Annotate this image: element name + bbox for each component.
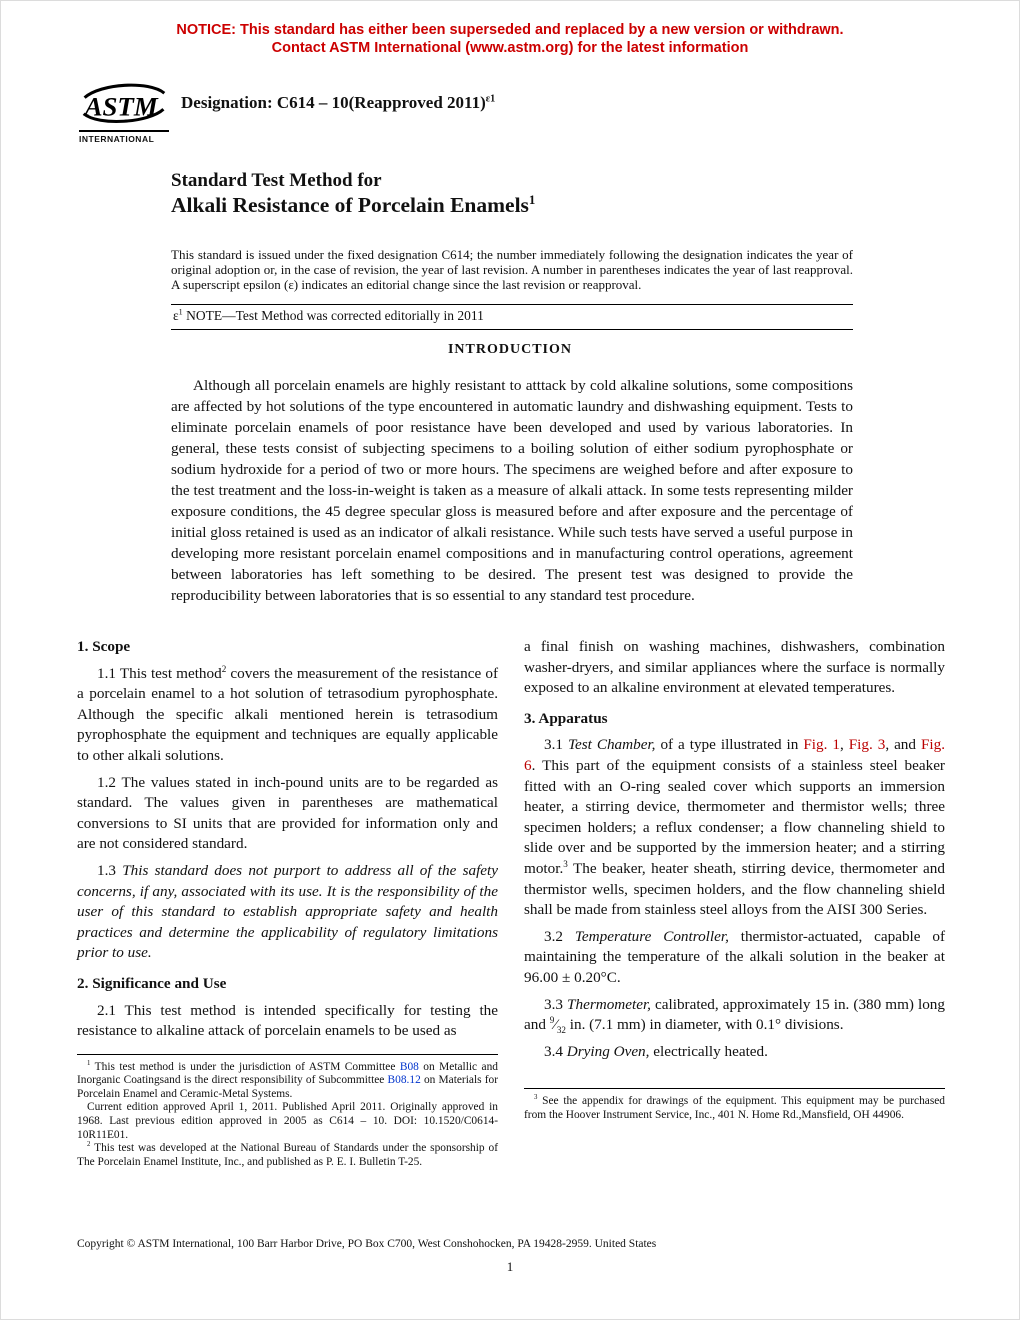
- footnote-1-continued: Current edition approved April 1, 2011. Published April 2011. Originally approved in 1968. Last previous edition approved in 2005 as C614 – 10. DOI: 10.1520/C0614-10R11E01.: [77, 1101, 498, 1141]
- section-3-heading: 3. Apparatus: [524, 709, 608, 727]
- introduction-paragraph: Although all porcelain enamels are highly resistant to atttack by cold alkaline solutions, some compositions are affected by hot solutions of the type encountered in automatic laundry and dishwashing equipment. Tests to eliminate porcelain enamels of poor resistance have been developed and used by various laboratories. In general, these tests consist of subjecting specimens to a boiling solution of either sodium pyrophosphate or sodium hydroxide for a period of two or more hours. The specimens are weighed before and after exposure to the test treatment and the loss-in-weight is taken as a measure of alkali attack. In some tests representing milder exposure conditions, the 45 degree specular gloss is measured before and after exposure and the percentage of initial gloss retained is used as an indicator of alkali resistance. While such tests have served a useful purpose in developing more resistant porcelain enamel compositions and in manufacturing control operations, agreement between laboratories has left something to be desired. The present test was designed to provide the reproducibility between laboratories that is so essential to any standard test procedure.: [171, 377, 853, 604]
- paragraph-2-1: 2.1 This test method is intended specifically for testing the resistance to alkaline attack of porcelain enamels to be used as: [77, 1001, 498, 1040]
- text-segment: 9: [549, 1015, 555, 1026]
- text-segment: ε1: [485, 93, 496, 105]
- text-segment: 3.4: [544, 1042, 567, 1060]
- inline-link[interactable]: B08: [399, 1060, 419, 1073]
- text-segment: 32: [556, 1025, 566, 1036]
- text-segment: in. (7.1 mm) in diameter, with 0.1° divisions.: [565, 1016, 844, 1034]
- text-segment: 2: [87, 1141, 91, 1149]
- text-segment: See the appendix for drawings of the equipment. This equipment may be purchased from the Hoover Instrument Service, Inc., 401 N. Home Rd.,Mansfield, OH 44906.: [524, 1095, 945, 1121]
- text-segment: on Materials for Porcelain Enamel and Ceramic-Metal Systems.: [77, 1074, 498, 1100]
- text-segment: 3.3: [544, 995, 568, 1013]
- paragraph-3-1: [524, 735, 945, 920]
- section-1-heading: 1. Scope: [77, 638, 131, 655]
- supersession-notice: [1, 21, 1019, 57]
- paragraph-1-3: [77, 861, 498, 964]
- notice-line-1: NOTICE: This standard has either been superseded and replaced by a new version or withdrawn.: [176, 22, 844, 38]
- astm-logo: [79, 77, 169, 144]
- paragraph-1-1: [77, 664, 498, 767]
- title-line-2: [171, 192, 535, 219]
- astm-logo-text: ASTM: [84, 91, 158, 122]
- two-column-body: [77, 637, 945, 1169]
- inline-link[interactable]: B08.12: [387, 1074, 421, 1087]
- text-segment: 1: [178, 307, 183, 317]
- text-segment: This standard does not purport to address all of the safety concerns, if any, associated with its use. It is the responsibility of the user of this standard to establish appropriate safety and health practices and determine the applicability of regulatory limitations prior to use.: [77, 861, 498, 962]
- footnote-1: [77, 1061, 498, 1102]
- editorial-note: [171, 304, 853, 330]
- issuance-note: This standard is issued under the fixed designation C614; the number immediately following the designation indicates the year of original adoption or, in the case of revision, the year of last revision. A number in parentheses indicates the year of last reapproval. A superscript epsilon (ε) indicates an editorial change since the last revision or reapproval.: [171, 247, 853, 292]
- notice-line-2: Contact ASTM International (www.astm.org) for the latest information: [271, 40, 749, 56]
- astm-logo-subtext: INTERNATIONAL: [79, 130, 169, 144]
- text-segment: 3: [563, 858, 568, 869]
- text-segment: of a type illustrated in: [655, 736, 804, 754]
- page-number: 1: [506, 1259, 514, 1274]
- paragraph-1-2: 1.2 The values stated in inch-pound units are to be regarded as standard. The values given in parentheses are mathematical conversions to SI units that are provided for information only and are not considered standard.: [77, 773, 498, 853]
- section-2-heading: 2. Significance and Use: [77, 974, 227, 992]
- inline-link[interactable]: Fig. 1: [803, 736, 840, 754]
- paragraph-3-4: [524, 1042, 945, 1063]
- text-segment: 2: [221, 663, 227, 674]
- text-segment: thermistor-actuated, capable of maintaining the temperature of the alkali solution in the beaker at 96.00 ± 0.20°C.: [524, 927, 946, 986]
- right-column: [524, 637, 945, 1169]
- text-segment: This test was developed at the National Bureau of Standards under the sponsorship of The Porcelain Enamel Institute, Inc., and published as P. E. I. Bulletin T-25.: [77, 1142, 498, 1168]
- text-segment: . This part of the equipment consists of a stainless steel beaker fitted with an O-ring sealed cover which supports an immersion heater, a stirring device, thermometer and thermistor wells; three specimen holders; a reflux condenser; a flow channeling shield to slide over and be supported by the immersion heater; and a stirring motor.: [524, 756, 945, 877]
- document-title: [171, 169, 535, 219]
- left-footnotes: [77, 1054, 498, 1170]
- text-segment: The beaker, heater sheath, stirring device, thermometer and thermistor wells, specimen holders, and the flow channeling shield shall be made from stainless steel alloys from the AISI 300 Series.: [524, 859, 945, 919]
- text-segment: ,: [839, 736, 849, 754]
- text-segment: , and: [885, 736, 921, 754]
- text-segment: covers the measurement of the resistance of a porcelain enamel to a hot solution of tetrasodium pyrophosphate. Although the specific alkali mentioned herein is tetrasodium pyrophosphate the equipment and techniques are equally applicable to other alkali solutions.: [77, 664, 499, 764]
- text-segment: Temperature Controller,: [574, 927, 729, 945]
- text-segment: ε: [173, 308, 179, 323]
- right-footnotes: [524, 1088, 945, 1122]
- text-segment: 1.1 This test method: [97, 664, 222, 682]
- text-segment: This test method is under the jurisdiction of ASTM Committee: [90, 1060, 400, 1073]
- astm-logo-mark: [81, 77, 167, 129]
- text-segment: Designation: C614 – 10(Reapproved 2011): [181, 93, 486, 112]
- text-segment: ⁄: [554, 1016, 557, 1034]
- text-segment: 3.1: [544, 736, 568, 754]
- text-segment: Drying Oven,: [566, 1042, 650, 1060]
- text-segment: 1: [87, 1059, 91, 1067]
- left-column: [77, 637, 498, 1169]
- text-segment: calibrated, approximately 15 in. (380 mm) long and: [524, 995, 945, 1034]
- text-segment: Thermometer,: [567, 995, 651, 1013]
- text-segment: Test Chamber,: [567, 736, 656, 754]
- inline-link[interactable]: Fig. 3: [848, 736, 886, 754]
- introduction-heading: INTRODUCTION: [447, 342, 572, 357]
- paragraph-3-2: [524, 927, 945, 989]
- paragraph-2-1-continued: a final finish on washing machines, dishwashers, combination washer-dryers, and similar appliances where the surface is normally exposed to an alkaline environment at elevated temperatures.: [524, 638, 945, 697]
- text-segment: Alkali Resistance of Porcelain Enamels: [171, 193, 529, 217]
- footnote-2: [77, 1142, 498, 1169]
- copyright-line: Copyright © ASTM International, 100 Barr Harbor Drive, PO Box C700, West Conshohocken, PA 19428-2959. United States: [77, 1238, 657, 1250]
- masthead: [79, 77, 495, 144]
- text-segment: 3.2: [544, 927, 575, 945]
- footnote-3: [524, 1095, 945, 1122]
- title-line-1: Standard Test Method for: [171, 170, 382, 191]
- text-segment: NOTE—Test Method was corrected editorially in 2011: [182, 308, 484, 323]
- text-segment: electrically heated.: [649, 1042, 768, 1060]
- inline-link[interactable]: Fig. 6: [524, 736, 946, 774]
- text-segment: on Metallic and Inorganic Coatingsand is the direct responsibility of Subcommittee: [77, 1060, 498, 1087]
- text-segment: 3: [534, 1094, 538, 1102]
- designation: [181, 77, 495, 113]
- paragraph-3-3: [524, 995, 945, 1036]
- text-segment: 1: [528, 192, 536, 207]
- text-segment: 1.3: [97, 861, 123, 879]
